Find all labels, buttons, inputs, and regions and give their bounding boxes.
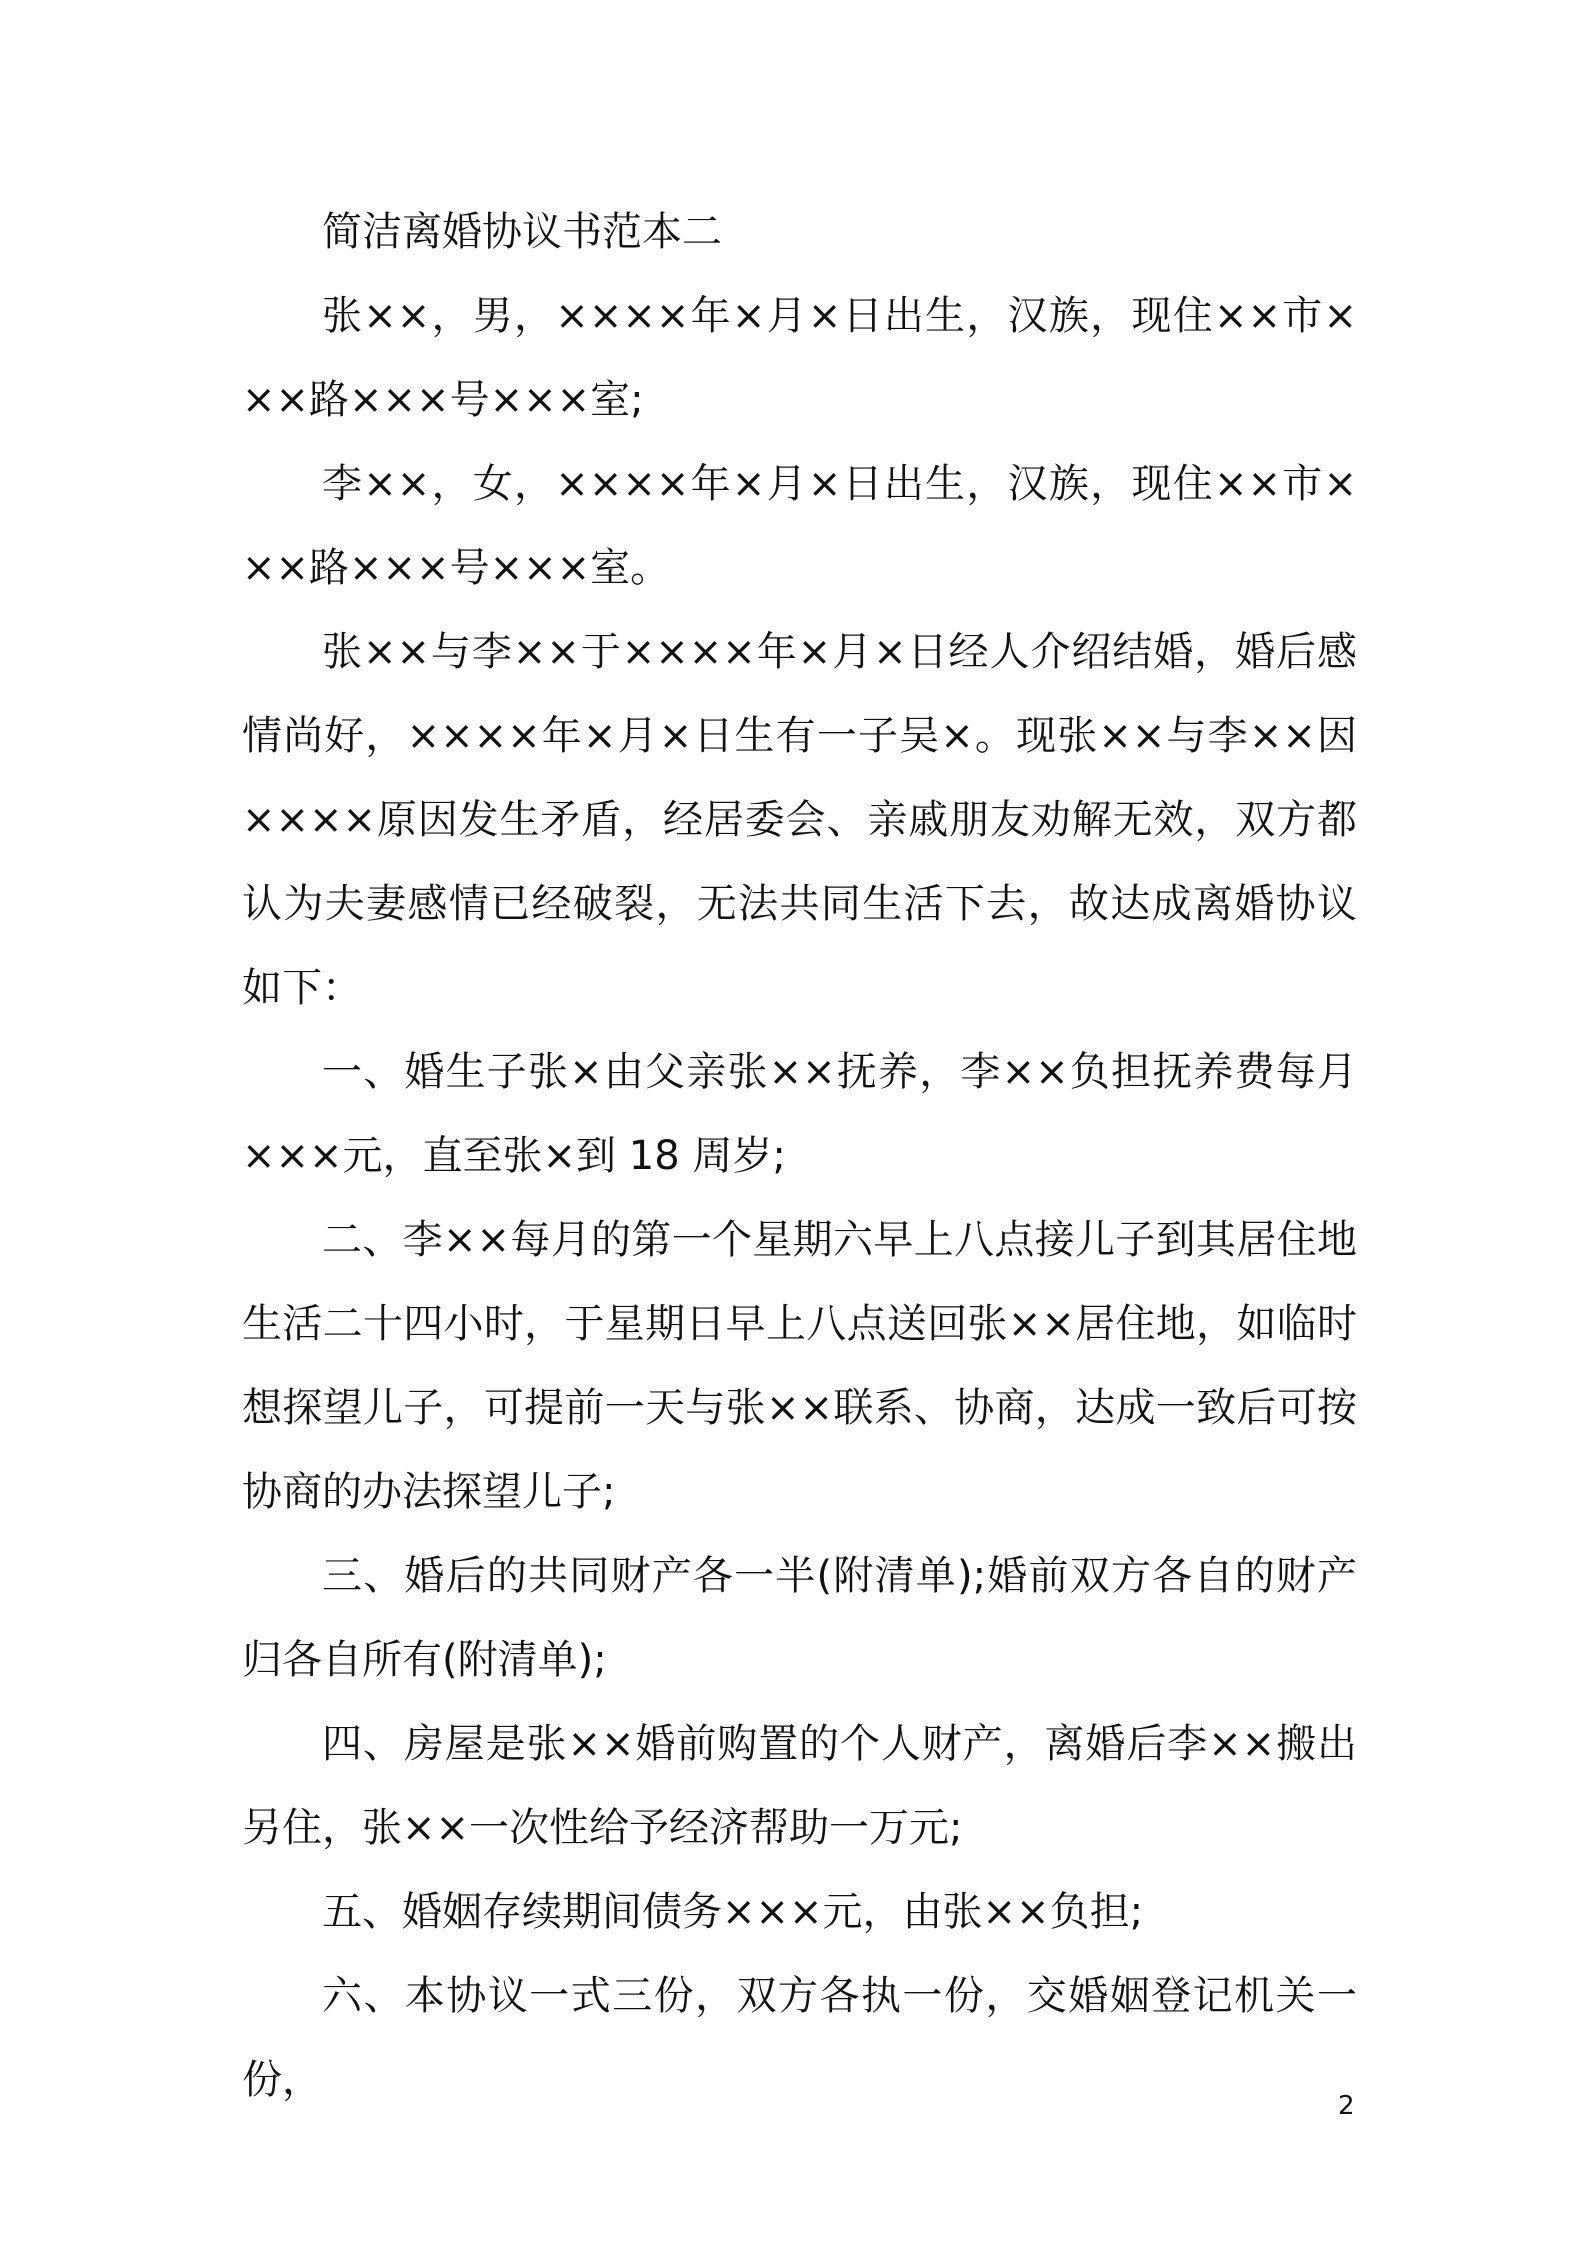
clause-3-property: 三、婚后的共同财产各一半(附清单);婚前双方各自的财产归各自所有(附清单); <box>242 1553 1357 1683</box>
clause-4-house: 四、房屋是张××婚前购置的个人财产，离婚后李××搬出另住，张××一次性给予经济帮助一万元; <box>242 1721 1357 1851</box>
marriage-background-paragraph: 张××与李××于××××年×月×日经人介绍结婚，婚后感情尚好，××××年×月×日生有一子吴×。现张××与李××因××××原因发生矛盾，经居委会、亲戚朋友劝解无效，双方都认为夫妻感情已经破裂，无法共同生活下去，故达成离婚协议如下： <box>242 629 1357 1011</box>
clause-2-visitation: 二、李××每月的第一个星期六早上八点接儿子到其居住地生活二十四小时，于星期日早上八点送回张××居住地，如临时想探望儿子，可提前一天与张××联系、协商，达成一致后可按协商的办法探望儿子; <box>242 1217 1357 1515</box>
page-number: 2 <box>1338 2091 1355 2121</box>
document-body <box>242 190 1357 2122</box>
clause-6-copies: 六、本协议一式三份，双方各执一份，交婚姻登记机关一份， <box>242 1973 1357 2103</box>
document-title: 简洁离婚协议书范本二 <box>322 209 722 255</box>
party-li-info: 李××，女，××××年×月×日出生，汉族，现住××市×××路×××号×××室。 <box>242 461 1357 591</box>
party-zhang-info: 张××，男，××××年×月×日出生，汉族，现住××市×××路×××号×××室; <box>242 293 1357 423</box>
clause-5-debt: 五、婚姻存续期间债务×××元，由张××负担; <box>322 1889 1144 1935</box>
clause-1-custody: 一、婚生子张×由父亲张××抚养，李××负担抚养费每月×××元，直至张×到 18 周岁; <box>242 1049 1357 1179</box>
